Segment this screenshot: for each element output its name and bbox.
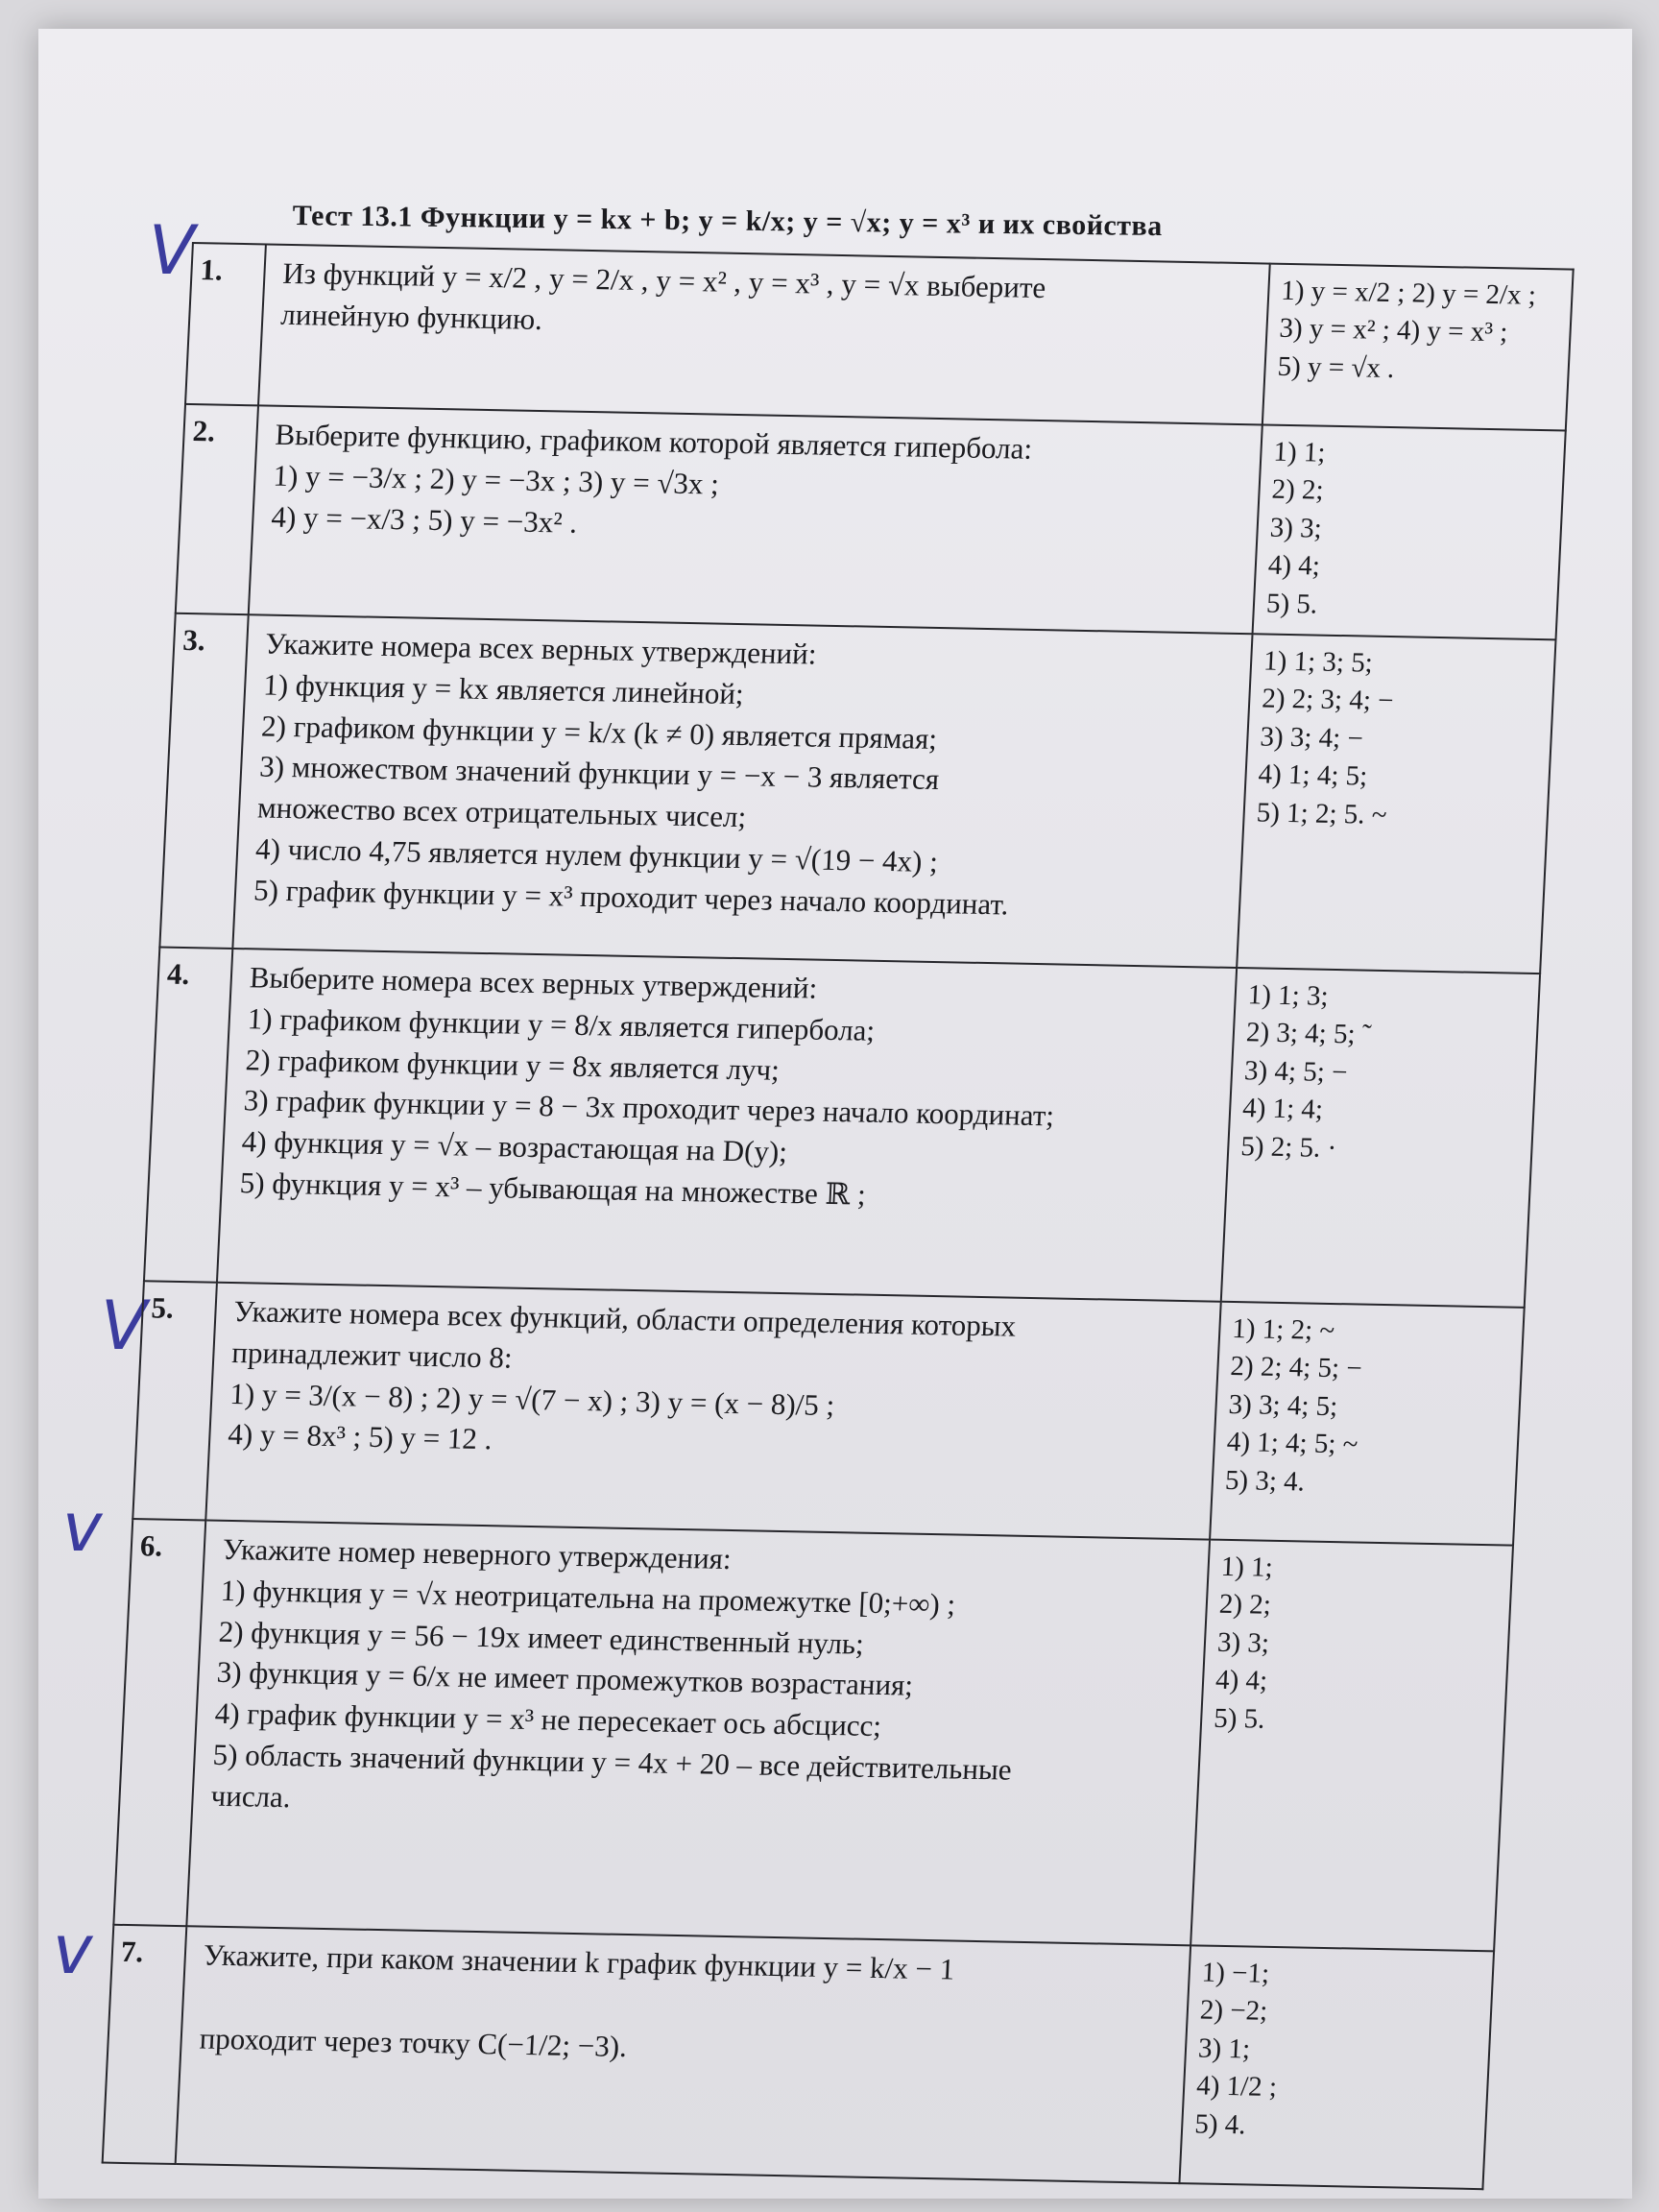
answer-option: 3) y = x² ; 4) y = x³ ; [1278, 313, 1509, 349]
question-line: 5) график функции y = x³ проходит через начало координат. [252, 872, 1010, 922]
answer-option: 4) 1/2 ; [1195, 2070, 1278, 2104]
question-line: принадлежит число 8: [230, 1334, 514, 1375]
question-line: 2) графиком функции y = 8x является луч; [245, 1042, 781, 1087]
answer-option: 1) 1; 3; [1247, 979, 1330, 1012]
question-number: 1. [185, 243, 266, 405]
question-text [205, 1283, 1220, 1540]
answer-option: 1) 1; [1219, 1551, 1274, 1583]
answer-option: 4) 1; 4; [1241, 1093, 1324, 1126]
question-line: 4) y = 8x³ ; 5) y = 12 . [227, 1417, 493, 1456]
table-row [103, 1925, 1494, 2189]
question-line: 1) функция y = √x неотрицательна на промежутке [0;+∞) ; [220, 1573, 956, 1622]
answer-option: 3) 3; [1216, 1626, 1270, 1659]
answer-option: 2) −2; [1199, 1994, 1269, 2028]
question-line: линейную функцию. [279, 297, 543, 336]
question-table [102, 242, 1575, 2190]
question-line: множество всех отрицательных чисел; [256, 790, 748, 834]
question-number: 7. [103, 1925, 187, 2164]
answer-option: 2) 2; 4; 5; − [1229, 1351, 1363, 1385]
check-mark: v [62, 1488, 103, 1567]
question-line: 2) функция y = 56 − 19x имеет единственный нуль; [218, 1614, 865, 1661]
answer-option: 2) 2; [1218, 1589, 1272, 1622]
answer-option: 5) 3; 4. [1224, 1464, 1306, 1498]
answer-options [1262, 264, 1574, 431]
answer-option: 3) 1; [1197, 2032, 1251, 2065]
question-line: 4) график функции y = x³ не пересекает ось абсцисс; [213, 1695, 882, 1743]
answer-option: 5) 1; 2; 5. ~ [1256, 797, 1388, 830]
table-row [132, 1281, 1524, 1545]
answer-options [1253, 424, 1566, 639]
table-row [176, 404, 1566, 639]
test-title: Тест 13.1 Функции y = kx + b; y = k/x; y = √x; y = x³ и их свойства [292, 200, 1163, 243]
answer-options [1221, 968, 1540, 1308]
question-line: Укажите, при каком значении k график функции y = k/x − 1 [203, 1937, 956, 1986]
question-line: Выберите функцию, графиком которой является гипербола: [274, 417, 1033, 466]
question-line: 3) график функции y = 8 − 3x проходит через начало координат; [243, 1083, 1055, 1133]
question-text [186, 1521, 1210, 1946]
question-number: 6. [113, 1519, 205, 1926]
check-mark: v [53, 1911, 93, 1989]
question-line: 1) y = 3/(x − 8) ; 2) y = √(7 − x) ; 3) y = (x − 8)/5 ; [228, 1376, 836, 1422]
question-line: Укажите номера всех верных утверждений: [264, 626, 818, 671]
question-line: 3) функция y = 6/x не имеет промежутков возрастания; [215, 1655, 914, 1702]
answer-option: 1) 1; 3; 5; [1262, 645, 1374, 679]
answer-option: 3) 3; 4; 5; [1227, 1388, 1339, 1422]
question-line: Из функций y = x/2 , y = 2/x , y = x² , y = x³ , y = √x выберите [281, 255, 1047, 305]
question-line: 1) функция y = kx является линейной; [262, 667, 745, 710]
question-line: проходит через точку C(−1/2; −3). [199, 2021, 628, 2063]
answer-option: 3) 4; 5; − [1243, 1055, 1349, 1089]
answer-option: 2) 2; 3; 4; − [1261, 683, 1395, 717]
question-line: 5) функция y = x³ – убывающая на множестве ℝ ; [239, 1165, 867, 1212]
answer-option: 2) 3; 4; 5; ˜ [1245, 1017, 1373, 1051]
answer-option: 5) 5. [1213, 1702, 1266, 1735]
question-text [232, 614, 1252, 968]
paper-sheet [38, 29, 1632, 2199]
question-line: числа. [209, 1778, 292, 1814]
question-text [249, 405, 1262, 634]
question-line: 2) графиком функции y = k/x (k ≠ 0) является прямая; [260, 709, 938, 756]
question-line: Укажите номера всех функций, области определения которых [232, 1294, 1017, 1343]
question-line: 4) число 4,75 является нулем функции y = √(19 − 4x) ; [254, 831, 939, 878]
question-line: 3) множеством значений функции y = −x − 3 является [258, 749, 940, 797]
question-line: 4) функция y = √x – возрастающая на D(y); [241, 1124, 788, 1169]
table-row [113, 1519, 1513, 1951]
question-text [217, 949, 1237, 1302]
question-number: 4. [144, 947, 232, 1282]
check-mark: V [149, 211, 195, 290]
question-line: Укажите номер неверного утверждения: [222, 1531, 733, 1576]
question-line: 1) графиком функции y = 8/x является гипербола; [247, 1001, 877, 1047]
question-number: 3. [159, 613, 248, 949]
answer-option: 1) 1; 2; ~ [1231, 1313, 1335, 1347]
answer-options [1237, 634, 1555, 974]
answer-option: 4) 4; [1214, 1665, 1268, 1697]
answer-option: 1) 1; [1272, 436, 1327, 469]
answer-options [1210, 1302, 1525, 1546]
answer-options [1190, 1540, 1513, 1952]
answer-option: 4) 1; 4; 5; ~ [1226, 1427, 1359, 1460]
answer-option: 5) 2; 5. · [1239, 1130, 1338, 1164]
question-line: 4) y = −x/3 ; 5) y = −3x² . [270, 499, 578, 540]
answer-option: 4) 1; 4; 5; [1257, 758, 1368, 792]
answer-options [1179, 1945, 1494, 2189]
question-text [176, 1926, 1190, 2183]
question-number: 2. [176, 404, 258, 614]
question-text [258, 244, 1270, 424]
table-row [159, 613, 1555, 974]
table-row [185, 243, 1574, 430]
answer-option: 5) y = √x . [1276, 350, 1396, 384]
answer-option: 3) 3; 4; − [1259, 721, 1364, 755]
answer-option: 3) 3; [1269, 512, 1323, 544]
check-mark: V [101, 1286, 147, 1365]
question-line: 5) область значений функции y = 4x + 20 – все действительные [211, 1737, 1013, 1787]
question-line: 1) y = −3/x ; 2) y = −3x ; 3) y = √3x ; [272, 458, 720, 501]
question-number: 5. [132, 1281, 217, 1520]
answer-option: 5) 4. [1193, 2108, 1247, 2141]
table-row [144, 947, 1540, 1307]
question-line: Выберите номера всех верных утверждений: [249, 960, 819, 1005]
answer-option: 4) 4; [1267, 549, 1321, 582]
answer-option: 5) 5. [1265, 588, 1318, 620]
answer-option: 1) −1; [1201, 1957, 1270, 1989]
answer-option: 1) y = x/2 ; 2) y = 2/x ; [1280, 275, 1537, 311]
answer-option: 2) 2; [1270, 474, 1325, 507]
